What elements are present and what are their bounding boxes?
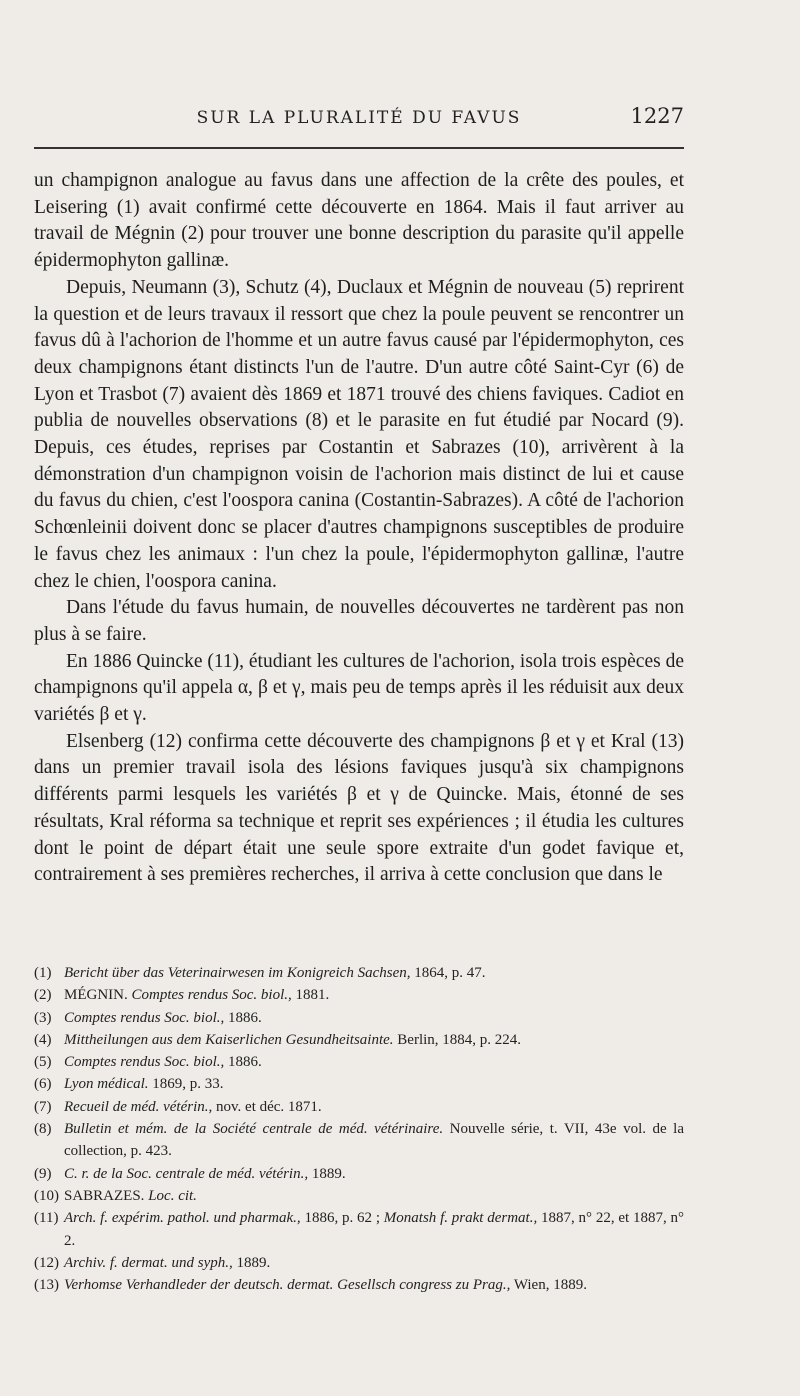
paragraph: Elsenberg (12) confirma cette découverte des champignons β et γ et Kral (13) dans un premier travail isola des lésions faviques jusqu'à six champignons différents parmi lesquels les variétés β et γ de Quincke. Mais, étonné de ses résultats, Kral réforma sa technique et reprit ses expériences ; il étudia les cultures dont le point de départ était une seule spore extraite d'un godet favique et, contrairement à ses premières recherches, il arriva à cette conclusion que dans le [34,730,684,886]
footnote: (8) Bulletin et mém. de la Société centrale de méd. vétérinaire. Nouvelle série, t. VII, 43e vol. de la collection, p. 423. [34,1121,684,1160]
footnote: (4) Mittheilungen aus dem Kaiserlichen Gesundheitsainte. Berlin, 1884, p. 224. [34,1031,522,1048]
paragraph: un champignon analogue au favus dans une affection de la crête des poules, et Leisering (1) avait confirmé cette découverte en 1864. Mais il faut arriver au travail de Mégnin (2) pour trouver une bonne description du parasite qu'il appelle épidermophyton gallinæ. [34,170,684,272]
footnote: (9) C. r. de la Soc. centrale de méd. vétérin., 1889. [34,1165,346,1182]
footnote: (11) Arch. f. expérim. pathol. und pharmak., 1886, p. 62 ; Monatsh f. prakt dermat., 1887, n° 22, et 1887, n° 2. [34,1210,685,1249]
footnote: (13) Verhomse Verhandleder der deutsch. dermat. Gesellsch congress zu Prag., Wien, 1889. [34,1277,587,1294]
footnote: (3) Comptes rendus Soc. biol., 1886. [34,1009,262,1026]
running-title: SUR LA PLURALITÉ DU FAVUS [196,108,522,128]
footnote: (6) Lyon médical. 1869, p. 33. [34,1076,224,1093]
body-text [34,168,684,889]
footnotes [34,962,684,1296]
running-header [34,104,684,136]
footnote: (7) Recueil de méd. vétérin., nov. et déc. 1871. [34,1098,322,1115]
page-number: 1227 [630,104,684,128]
footnote: (10) SABRAZES. Loc. cit. [34,1187,197,1204]
header-rule [34,147,684,149]
paragraph: Depuis, Neumann (3), Schutz (4), Duclaux et Mégnin de nouveau (5) reprirent la question et de leurs travaux il ressort que chez la poule peuvent se rencontrer un favus dû à l'achorion de l'homme et un autre favus causé par l'épidermophyton, ces deux champignons étant distincts l'un de l'autre. D'un autre côté Saint-Cyr (6) de Lyon et Trasbot (7) avaient dès 1869 et 1871 trouvé des chiens faviques. Cadiot en publia de nouvelles observations (8) et le parasite en fut étudié par Nocard (9). Depuis, ces études, reprises par Costantin et Sabrazes (10), arrivèrent à la démonstration d'un champignon voisin de l'achorion mais distinct de lui et cause du favus du chien, c'est l'oospora canina (Costantin-Sabrazes). A côté de l'achorion Schœnleinii doivent donc se placer d'autres champignons susceptibles de produire le favus chez les animaux : l'un chez la poule, l'épidermophyton gallinæ, l'autre chez le chien, l'oospora canina. [34,276,684,592]
paragraph: En 1886 Quincke (11), étudiant les cultures de l'achorion, isola trois espèces de champignons qu'il appela α, β et γ, mais peu de temps après il les réduisit aux deux variétés β et γ. [34,650,684,726]
footnote: (12) Archiv. f. dermat. und syph., 1889. [34,1254,271,1271]
paragraph: Dans l'étude du favus humain, de nouvelles découvertes ne tardèrent pas non plus à se faire. [34,597,684,645]
footnote: (2) MÉGNIN. Comptes rendus Soc. biol., 1881. [34,987,330,1004]
footnote: (5) Comptes rendus Soc. biol., 1886. [34,1054,262,1071]
footnote: (1) Bericht über das Veterinairwesen im Konigreich Sachsen, 1864, p. 47. [34,965,486,981]
